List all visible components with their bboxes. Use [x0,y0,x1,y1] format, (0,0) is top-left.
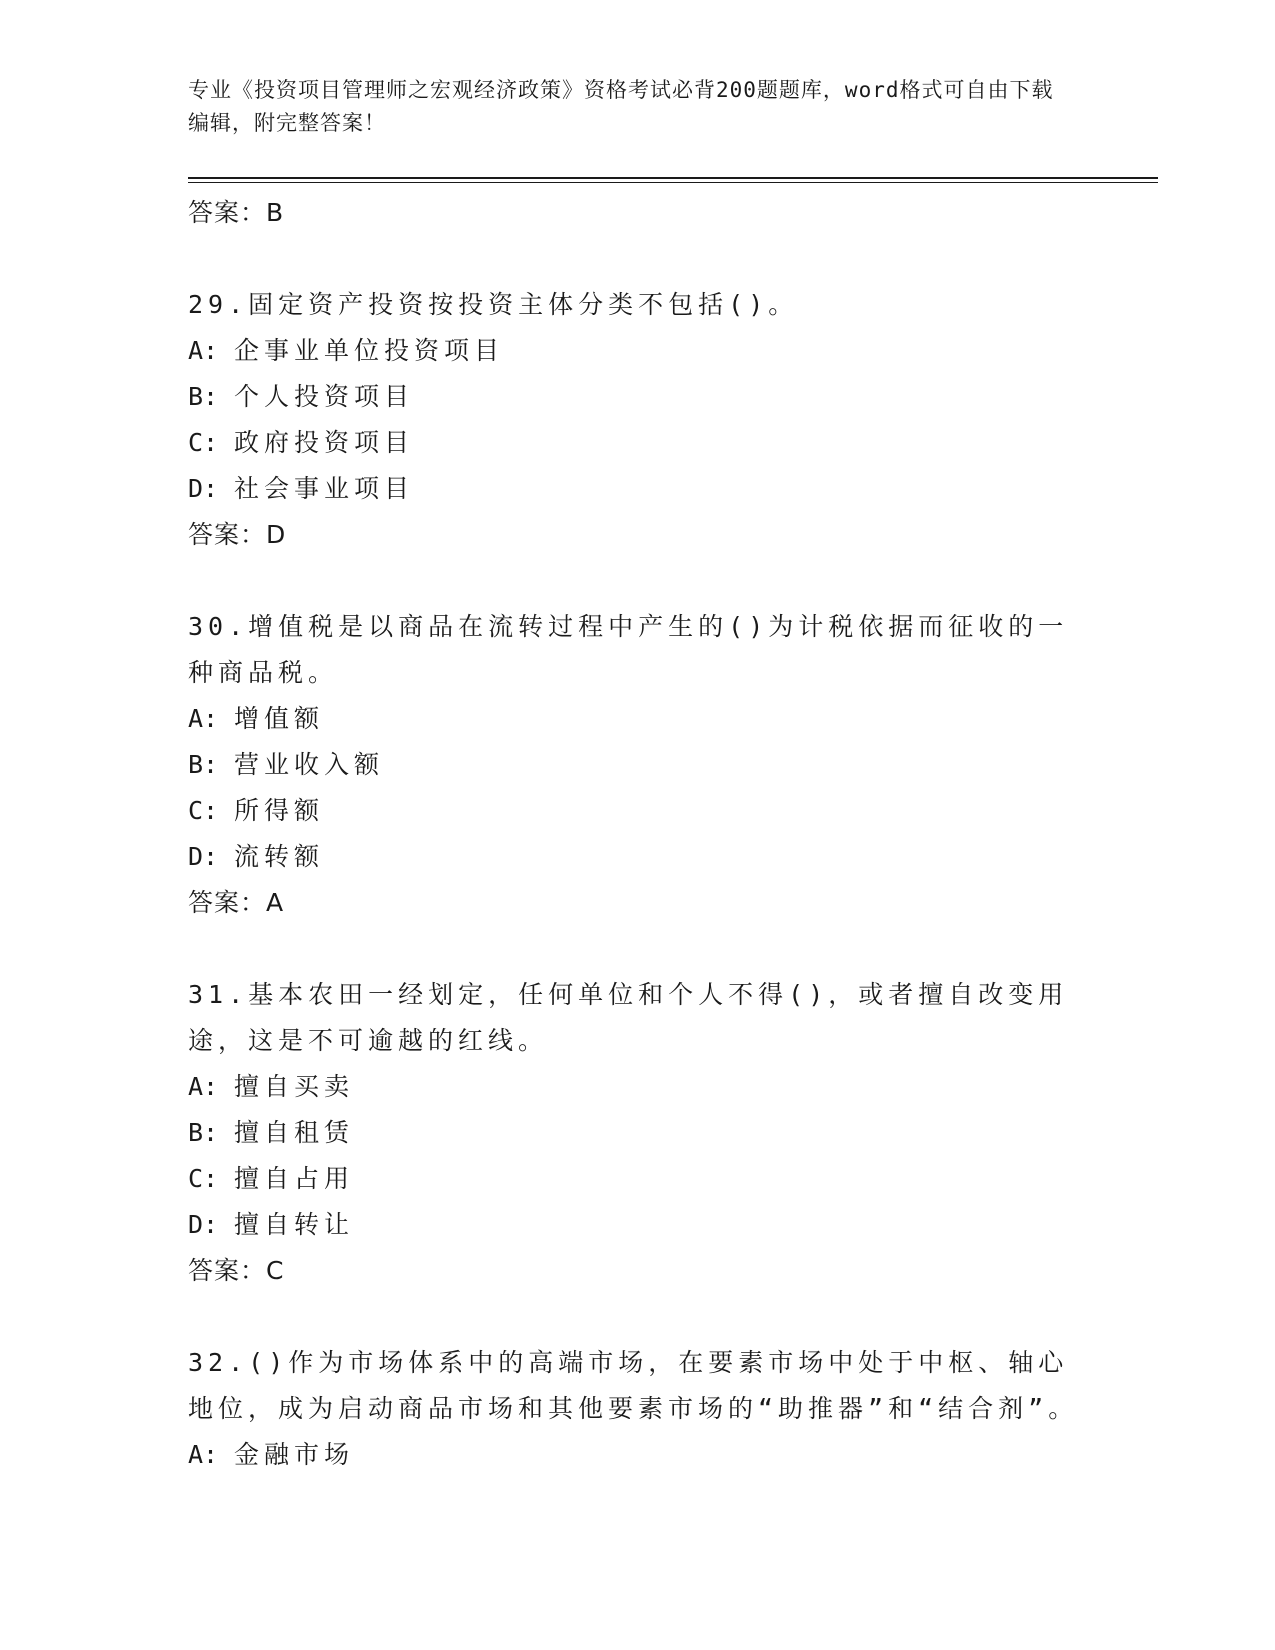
option-letter: A: [188,336,219,365]
option-a [188,1064,1088,1110]
option-letter: D: [188,474,219,503]
option-text: 企事业单位投资项目 [234,336,505,365]
question-block [188,282,1088,604]
option-b [188,1110,1088,1156]
option-text: 增值额 [234,704,325,733]
option-letter: D: [188,842,219,871]
option-b [188,374,1088,420]
option-letter: B: [188,750,219,779]
answer-line: 答案：C [188,1256,285,1285]
document-header: 专业《投资项目管理师之宏观经济政策》资格考试必背200题题库，word格式可自由下载编辑，附完整答案！ [188,78,1054,135]
option-letter: C: [188,796,219,825]
option-d [188,466,1088,512]
answer-line: 答案：D [188,520,287,549]
option-text: 金融市场 [234,1440,355,1469]
option-letter: A: [188,704,219,733]
option-text: 流转额 [234,842,325,871]
option-a [188,328,1088,374]
option-c [188,1156,1088,1202]
option-text: 社会事业项目 [234,474,415,503]
option-letter: B: [188,1118,219,1147]
question-text: 30.增值税是以商品在流转过程中产生的()为计税依据而征收的一种商品税。 [188,612,1069,687]
option-d [188,1202,1088,1248]
header-divider-thick [188,177,1158,179]
spacer [188,1294,1088,1340]
question-text: 29.固定资产投资按投资主体分类不包括()。 [188,290,799,319]
option-d [188,834,1088,880]
header-divider-thin [188,182,1158,183]
question-block [188,604,1088,972]
question-block [188,1340,1088,1478]
option-letter: C: [188,1164,219,1193]
option-c [188,788,1088,834]
question-list [188,190,1088,1478]
option-b [188,742,1088,788]
spacer [188,926,1088,972]
option-text: 擅自租赁 [234,1118,355,1147]
question-text: 32.()作为市场体系中的高端市场，在要素市场中处于中枢、轴心地位，成为启动商品市场和其他要素市场的“助推器”和“结合剂”。 [188,1348,1079,1423]
option-text: 政府投资项目 [234,428,415,457]
spacer [188,236,1088,282]
option-a [188,696,1088,742]
option-letter: A: [188,1440,219,1469]
option-text: 擅自转让 [234,1210,355,1239]
option-text: 营业收入额 [234,750,385,779]
option-text: 所得额 [234,796,325,825]
option-letter: D: [188,1210,219,1239]
option-text: 擅自占用 [234,1164,355,1193]
option-a [188,1432,1088,1478]
answer-line: 答案：A [188,888,285,917]
spacer [188,558,1088,604]
option-text: 擅自买卖 [234,1072,355,1101]
answer-line: 答案：B [188,198,285,227]
question-block [188,972,1088,1340]
option-c [188,420,1088,466]
option-letter: A: [188,1072,219,1101]
option-letter: C: [188,428,219,457]
option-text: 个人投资项目 [234,382,415,411]
option-letter: B: [188,382,219,411]
question-text: 31.基本农田一经划定，任何单位和个人不得()，或者擅自改变用途，这是不可逾越的红线。 [188,980,1069,1055]
